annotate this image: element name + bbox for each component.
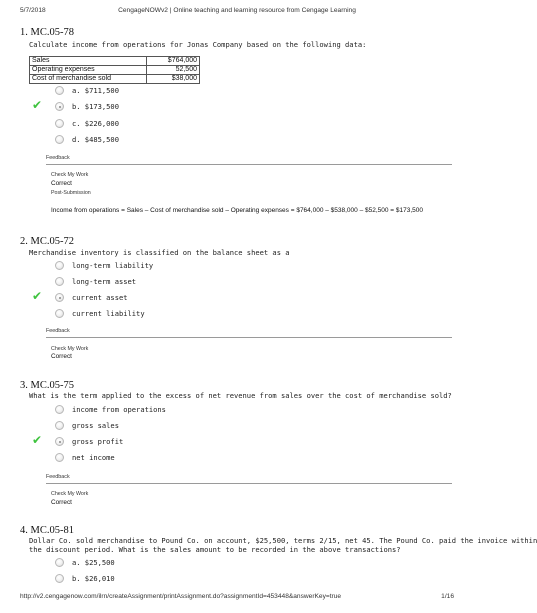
answer-option-label: d. $485,500 xyxy=(72,135,119,144)
print-page-title: CengageNOWv2 | Online teaching and learning resource from Cengage Learning xyxy=(118,7,356,14)
feedback-divider xyxy=(46,337,452,338)
radio-button-icon[interactable] xyxy=(55,574,64,583)
answer-option-label: long-term liability xyxy=(72,261,154,270)
page-number: 1/16 xyxy=(441,593,454,600)
table-cell-value: 52,500 xyxy=(147,66,200,75)
radio-button-icon[interactable] xyxy=(55,309,64,318)
question-text: Calculate income from operations for Jonas Company based on the following data: xyxy=(29,40,367,49)
radio-button-icon[interactable] xyxy=(55,405,64,414)
result-status: Correct xyxy=(51,353,72,360)
question-title: 3. MC.05-75 xyxy=(20,380,74,391)
question-text-line-2: the discount period. What is the sales amount to be recorded in the above transactions? xyxy=(29,545,401,554)
answer-option-label: b. $173,500 xyxy=(72,102,119,111)
answer-option-label: current liability xyxy=(72,309,145,318)
check-my-work-label: Check My Work xyxy=(51,172,89,178)
question-title: 1. MC.05-78 xyxy=(20,27,74,38)
table-row xyxy=(30,57,200,66)
radio-button-icon[interactable] xyxy=(55,86,64,95)
answer-option-label: c. $226,000 xyxy=(72,119,119,128)
radio-button-icon[interactable] xyxy=(55,437,64,446)
radio-button-icon[interactable] xyxy=(55,277,64,286)
answer-option-label: gross profit xyxy=(72,437,124,446)
question-text-line-1: Dollar Co. sold merchandise to Pound Co. on account, $25,500, terms 2/15, net 45. The Pound Co. paid the invoice within xyxy=(29,536,537,545)
radio-button-icon[interactable] xyxy=(55,261,64,270)
check-icon: ✔ xyxy=(32,98,43,112)
radio-button-icon[interactable] xyxy=(55,102,64,111)
answer-option-label: net income xyxy=(72,453,115,462)
answer-option-label: long-term asset xyxy=(72,277,137,286)
table-cell-label: Cost of merchandise sold xyxy=(30,75,147,84)
table-row xyxy=(30,66,200,75)
feedback-label: Feedback xyxy=(46,328,70,334)
feedback-divider xyxy=(46,483,452,484)
question-title: 2. MC.05-72 xyxy=(20,236,74,247)
print-date: 5/7/2018 xyxy=(20,7,46,14)
print-footer xyxy=(20,593,454,603)
table-cell-value: $764,000 xyxy=(147,57,200,66)
radio-button-icon[interactable] xyxy=(55,135,64,144)
check-my-work-label: Check My Work xyxy=(51,346,89,352)
table-cell-value: $38,000 xyxy=(147,75,200,84)
solution-calculation: Income from operations = Sales – Cost of merchandise sold – Operating expenses = $764,000 – $538,000 – $52,500 = $173,500 xyxy=(51,207,424,214)
feedback-label: Feedback xyxy=(46,155,70,161)
answer-option-label: a. $25,500 xyxy=(72,558,115,567)
print-url: http://v2.cengagenow.com/ilrn/createAssignment/printAssignment.do?assignmentId=453448&answerKey=true xyxy=(20,593,342,600)
table-cell-label: Operating expenses xyxy=(30,66,147,75)
answer-option-label: gross sales xyxy=(72,421,119,430)
answer-option-label: income from operations xyxy=(72,405,166,414)
question-title: 4. MC.05-81 xyxy=(20,525,74,536)
radio-button-icon[interactable] xyxy=(55,421,64,430)
feedback-label: Feedback xyxy=(46,474,70,480)
data-table xyxy=(29,56,200,84)
answer-option-label: b. $26,010 xyxy=(72,574,115,583)
check-my-work-label: Check My Work xyxy=(51,491,89,497)
answer-option-label: current asset xyxy=(72,293,128,302)
radio-button-icon[interactable] xyxy=(55,119,64,128)
feedback-divider xyxy=(46,164,452,165)
radio-button-icon[interactable] xyxy=(55,558,64,567)
answer-option-label: a. $711,500 xyxy=(72,86,119,95)
radio-button-icon[interactable] xyxy=(55,453,64,462)
question-text: Merchandise inventory is classified on the balance sheet as a xyxy=(29,248,290,257)
question-text: What is the term applied to the excess of net revenue from sales over the cost of merchandise sold? xyxy=(29,391,452,400)
post-submission-label: Post-Submission xyxy=(51,190,91,196)
result-status: Correct xyxy=(51,499,72,506)
check-icon: ✔ xyxy=(32,433,43,447)
check-icon: ✔ xyxy=(32,289,43,303)
radio-button-icon[interactable] xyxy=(55,293,64,302)
result-status: Correct xyxy=(51,180,72,187)
table-row xyxy=(30,75,200,84)
table-cell-label: Sales xyxy=(30,57,147,66)
print-header xyxy=(20,7,454,17)
